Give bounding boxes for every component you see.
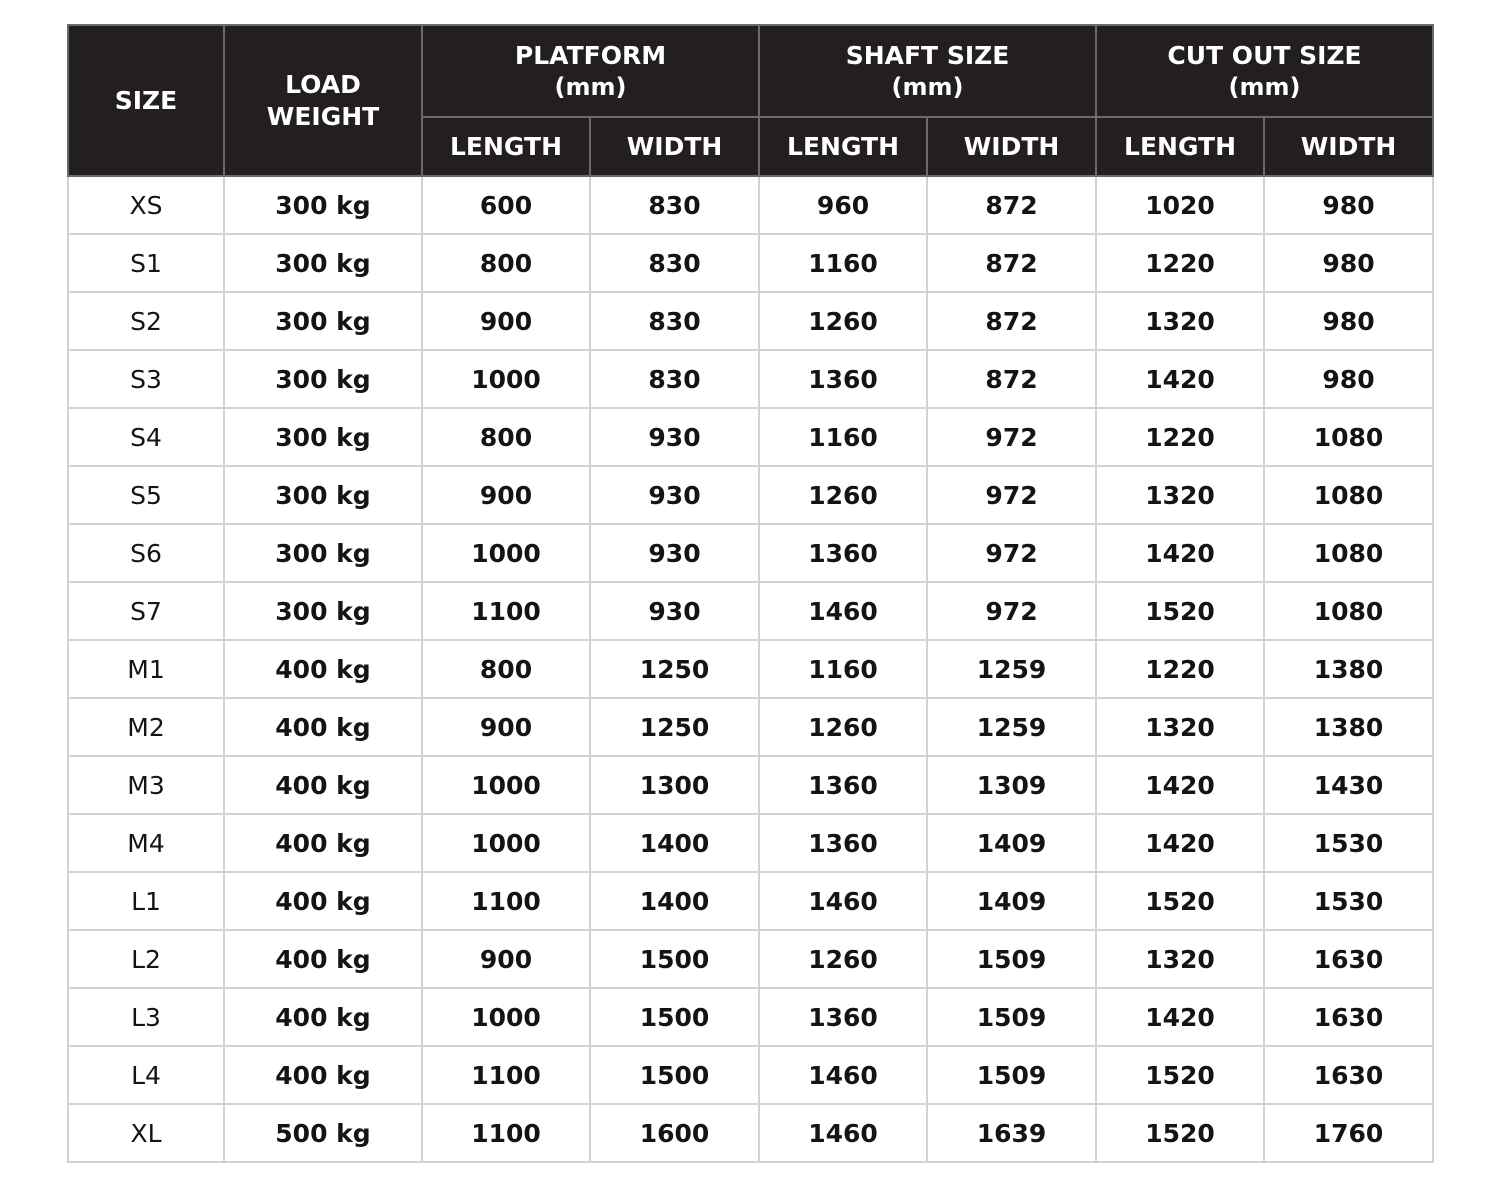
cell-shaft-width: 972 bbox=[927, 466, 1096, 524]
cell-shaft-length: 1260 bbox=[759, 292, 927, 350]
cell-cutout-length: 1320 bbox=[1096, 698, 1264, 756]
cell-cutout-width: 1630 bbox=[1264, 1046, 1433, 1104]
cell-size: XL bbox=[68, 1104, 224, 1162]
cell-size: M3 bbox=[68, 756, 224, 814]
table-row bbox=[68, 930, 1433, 988]
header-platform-length: LENGTH bbox=[422, 117, 590, 176]
cell-platform-length: 900 bbox=[422, 930, 590, 988]
cell-cutout-width: 980 bbox=[1264, 176, 1433, 234]
cell-load-weight: 300 kg bbox=[224, 350, 422, 408]
cell-size: S5 bbox=[68, 466, 224, 524]
cell-cutout-length: 1220 bbox=[1096, 234, 1264, 292]
cell-size: S7 bbox=[68, 582, 224, 640]
cell-load-weight: 400 kg bbox=[224, 756, 422, 814]
cell-cutout-length: 1520 bbox=[1096, 1046, 1264, 1104]
cell-load-weight: 400 kg bbox=[224, 988, 422, 1046]
header-platform-width: WIDTH bbox=[590, 117, 759, 176]
cell-size: L3 bbox=[68, 988, 224, 1046]
table-row bbox=[68, 582, 1433, 640]
cell-size: S6 bbox=[68, 524, 224, 582]
table-row bbox=[68, 1046, 1433, 1104]
cell-size: S1 bbox=[68, 234, 224, 292]
header-platform bbox=[422, 25, 759, 117]
cell-shaft-length: 1160 bbox=[759, 234, 927, 292]
cell-cutout-length: 1220 bbox=[1096, 640, 1264, 698]
cell-shaft-length: 1460 bbox=[759, 1104, 927, 1162]
cell-shaft-width: 972 bbox=[927, 524, 1096, 582]
cell-platform-width: 930 bbox=[590, 466, 759, 524]
cell-cutout-width: 1080 bbox=[1264, 524, 1433, 582]
cell-platform-length: 1100 bbox=[422, 1046, 590, 1104]
cell-cutout-length: 1420 bbox=[1096, 814, 1264, 872]
cell-cutout-width: 1430 bbox=[1264, 756, 1433, 814]
cell-platform-length: 1100 bbox=[422, 1104, 590, 1162]
cell-platform-width: 830 bbox=[590, 234, 759, 292]
cell-load-weight: 500 kg bbox=[224, 1104, 422, 1162]
cell-shaft-width: 1409 bbox=[927, 814, 1096, 872]
cell-platform-length: 600 bbox=[422, 176, 590, 234]
cell-cutout-length: 1520 bbox=[1096, 582, 1264, 640]
cell-shaft-width: 1259 bbox=[927, 640, 1096, 698]
cell-cutout-length: 1520 bbox=[1096, 872, 1264, 930]
cell-platform-width: 1500 bbox=[590, 988, 759, 1046]
table-row bbox=[68, 176, 1433, 234]
header-size: SIZE bbox=[68, 25, 224, 176]
cell-platform-width: 1500 bbox=[590, 1046, 759, 1104]
cell-shaft-length: 1260 bbox=[759, 930, 927, 988]
cell-load-weight: 400 kg bbox=[224, 640, 422, 698]
cell-shaft-width: 1509 bbox=[927, 930, 1096, 988]
cell-cutout-length: 1220 bbox=[1096, 408, 1264, 466]
cell-shaft-length: 1360 bbox=[759, 350, 927, 408]
table-row bbox=[68, 988, 1433, 1046]
cell-platform-width: 1500 bbox=[590, 930, 759, 988]
cell-load-weight: 400 kg bbox=[224, 930, 422, 988]
cell-platform-width: 1400 bbox=[590, 814, 759, 872]
cell-size: M4 bbox=[68, 814, 224, 872]
cell-platform-width: 930 bbox=[590, 524, 759, 582]
cell-shaft-width: 1509 bbox=[927, 988, 1096, 1046]
table-row bbox=[68, 408, 1433, 466]
cell-shaft-length: 1260 bbox=[759, 698, 927, 756]
cell-size: XS bbox=[68, 176, 224, 234]
cell-cutout-width: 1380 bbox=[1264, 640, 1433, 698]
table-row bbox=[68, 640, 1433, 698]
cell-platform-length: 800 bbox=[422, 234, 590, 292]
table-row bbox=[68, 234, 1433, 292]
cell-shaft-width: 872 bbox=[927, 234, 1096, 292]
cell-platform-width: 1250 bbox=[590, 698, 759, 756]
cell-shaft-length: 1360 bbox=[759, 756, 927, 814]
cell-cutout-width: 1630 bbox=[1264, 988, 1433, 1046]
cell-shaft-width: 1639 bbox=[927, 1104, 1096, 1162]
cell-shaft-width: 972 bbox=[927, 408, 1096, 466]
cell-shaft-width: 1259 bbox=[927, 698, 1096, 756]
cell-size: S3 bbox=[68, 350, 224, 408]
cell-cutout-width: 1630 bbox=[1264, 930, 1433, 988]
header-shaft-size-unit: (mm) bbox=[891, 72, 964, 101]
cell-shaft-length: 1160 bbox=[759, 408, 927, 466]
header-cutout-width: WIDTH bbox=[1264, 117, 1433, 176]
cell-load-weight: 400 kg bbox=[224, 698, 422, 756]
cell-cutout-width: 980 bbox=[1264, 350, 1433, 408]
header-shaft-length: LENGTH bbox=[759, 117, 927, 176]
cell-shaft-width: 972 bbox=[927, 582, 1096, 640]
cell-load-weight: 300 kg bbox=[224, 234, 422, 292]
header-platform-label: PLATFORM bbox=[514, 41, 667, 71]
cell-size: L2 bbox=[68, 930, 224, 988]
table-body bbox=[68, 176, 1433, 1162]
cell-shaft-width: 872 bbox=[927, 292, 1096, 350]
cell-cutout-length: 1420 bbox=[1096, 524, 1264, 582]
cell-shaft-length: 1460 bbox=[759, 1046, 927, 1104]
cell-platform-width: 1250 bbox=[590, 640, 759, 698]
cell-platform-length: 1100 bbox=[422, 872, 590, 930]
cell-platform-length: 900 bbox=[422, 698, 590, 756]
table-row bbox=[68, 466, 1433, 524]
header-cut-out-size-unit: (mm) bbox=[1228, 72, 1301, 101]
cell-load-weight: 400 kg bbox=[224, 872, 422, 930]
cell-platform-width: 930 bbox=[590, 408, 759, 466]
header-cut-out-size-label: CUT OUT SIZE bbox=[1167, 41, 1362, 71]
cell-size: L1 bbox=[68, 872, 224, 930]
cell-load-weight: 300 kg bbox=[224, 408, 422, 466]
cell-platform-width: 830 bbox=[590, 292, 759, 350]
cell-shaft-width: 1509 bbox=[927, 1046, 1096, 1104]
cell-cutout-length: 1020 bbox=[1096, 176, 1264, 234]
cell-cutout-width: 1760 bbox=[1264, 1104, 1433, 1162]
cell-platform-length: 1100 bbox=[422, 582, 590, 640]
cell-cutout-width: 1080 bbox=[1264, 582, 1433, 640]
cell-shaft-length: 1160 bbox=[759, 640, 927, 698]
cell-platform-length: 900 bbox=[422, 292, 590, 350]
cell-shaft-length: 1460 bbox=[759, 582, 927, 640]
cell-cutout-width: 1530 bbox=[1264, 872, 1433, 930]
cell-platform-width: 1300 bbox=[590, 756, 759, 814]
cell-platform-width: 930 bbox=[590, 582, 759, 640]
cell-cutout-length: 1420 bbox=[1096, 350, 1264, 408]
cell-shaft-length: 1460 bbox=[759, 872, 927, 930]
cell-shaft-length: 1360 bbox=[759, 524, 927, 582]
cell-platform-length: 1000 bbox=[422, 756, 590, 814]
cell-platform-width: 830 bbox=[590, 176, 759, 234]
cell-cutout-width: 1080 bbox=[1264, 466, 1433, 524]
cell-shaft-length: 960 bbox=[759, 176, 927, 234]
cell-cutout-length: 1320 bbox=[1096, 930, 1264, 988]
cell-shaft-width: 872 bbox=[927, 350, 1096, 408]
header-cut-out-size bbox=[1096, 25, 1433, 117]
cell-load-weight: 300 kg bbox=[224, 176, 422, 234]
table-row bbox=[68, 1104, 1433, 1162]
cell-load-weight: 300 kg bbox=[224, 524, 422, 582]
cell-load-weight: 400 kg bbox=[224, 1046, 422, 1104]
cell-shaft-length: 1260 bbox=[759, 466, 927, 524]
header-shaft-width: WIDTH bbox=[927, 117, 1096, 176]
cell-shaft-width: 1409 bbox=[927, 872, 1096, 930]
cell-cutout-length: 1520 bbox=[1096, 1104, 1264, 1162]
cell-cutout-width: 1380 bbox=[1264, 698, 1433, 756]
cell-cutout-width: 980 bbox=[1264, 234, 1433, 292]
cell-cutout-length: 1420 bbox=[1096, 756, 1264, 814]
cell-shaft-width: 872 bbox=[927, 176, 1096, 234]
cell-cutout-width: 980 bbox=[1264, 292, 1433, 350]
cell-load-weight: 400 kg bbox=[224, 814, 422, 872]
header-cutout-length: LENGTH bbox=[1096, 117, 1264, 176]
size-spec-table bbox=[67, 24, 1434, 1163]
cell-platform-length: 1000 bbox=[422, 524, 590, 582]
cell-platform-width: 1600 bbox=[590, 1104, 759, 1162]
cell-load-weight: 300 kg bbox=[224, 292, 422, 350]
cell-platform-length: 1000 bbox=[422, 988, 590, 1046]
cell-platform-length: 800 bbox=[422, 408, 590, 466]
cell-platform-length: 800 bbox=[422, 640, 590, 698]
cell-cutout-width: 1080 bbox=[1264, 408, 1433, 466]
table-row bbox=[68, 814, 1433, 872]
cell-cutout-length: 1420 bbox=[1096, 988, 1264, 1046]
table-row bbox=[68, 872, 1433, 930]
cell-load-weight: 300 kg bbox=[224, 582, 422, 640]
cell-shaft-length: 1360 bbox=[759, 988, 927, 1046]
table-row bbox=[68, 756, 1433, 814]
cell-platform-length: 900 bbox=[422, 466, 590, 524]
table-row bbox=[68, 698, 1433, 756]
cell-size: M1 bbox=[68, 640, 224, 698]
cell-cutout-length: 1320 bbox=[1096, 292, 1264, 350]
cell-size: S2 bbox=[68, 292, 224, 350]
cell-load-weight: 300 kg bbox=[224, 466, 422, 524]
cell-shaft-length: 1360 bbox=[759, 814, 927, 872]
table-row bbox=[68, 350, 1433, 408]
cell-size: S4 bbox=[68, 408, 224, 466]
cell-cutout-width: 1530 bbox=[1264, 814, 1433, 872]
header-load-weight: LOAD WEIGHT bbox=[224, 25, 422, 176]
cell-size: L4 bbox=[68, 1046, 224, 1104]
cell-platform-width: 1400 bbox=[590, 872, 759, 930]
header-shaft-size-label: SHAFT SIZE bbox=[845, 41, 1010, 71]
header-platform-unit: (mm) bbox=[554, 72, 627, 101]
table-header bbox=[68, 25, 1433, 176]
cell-size: M2 bbox=[68, 698, 224, 756]
cell-shaft-width: 1309 bbox=[927, 756, 1096, 814]
table-row bbox=[68, 292, 1433, 350]
cell-platform-length: 1000 bbox=[422, 350, 590, 408]
cell-platform-width: 830 bbox=[590, 350, 759, 408]
table-row bbox=[68, 524, 1433, 582]
cell-cutout-length: 1320 bbox=[1096, 466, 1264, 524]
header-shaft-size bbox=[759, 25, 1096, 117]
cell-platform-length: 1000 bbox=[422, 814, 590, 872]
